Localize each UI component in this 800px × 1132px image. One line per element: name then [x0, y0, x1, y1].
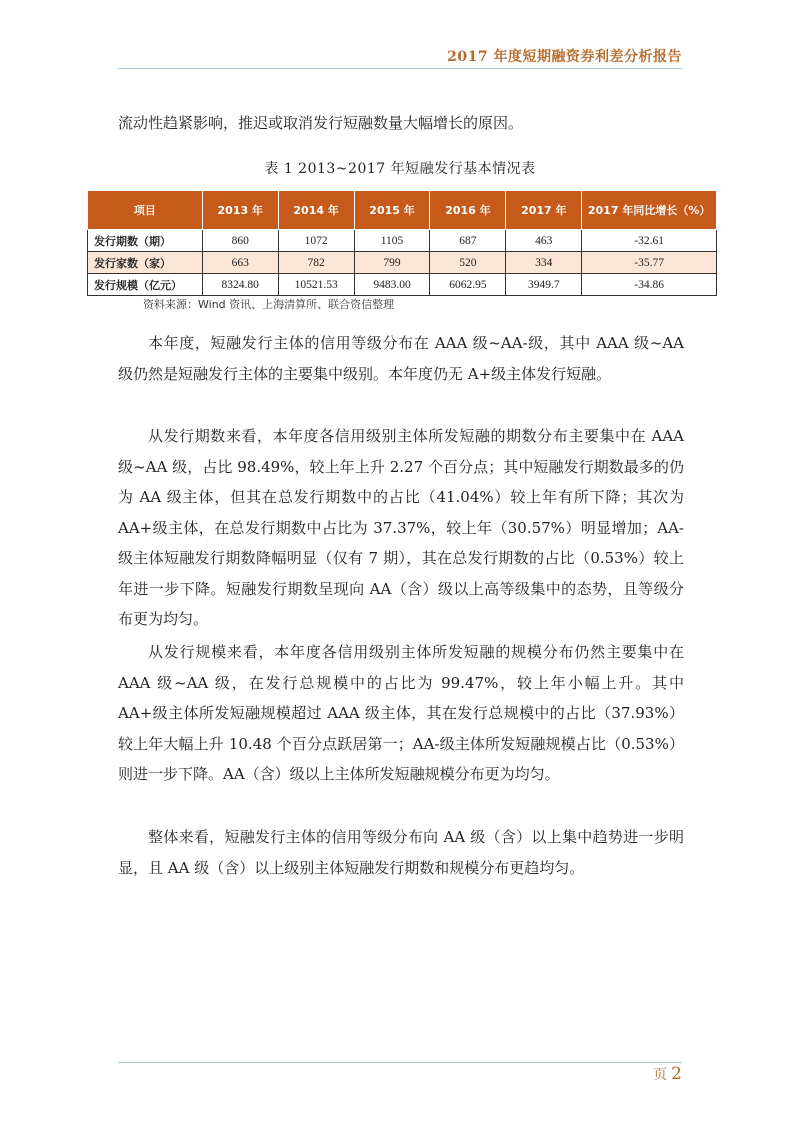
body-paragraph: 本年度，短融发行主体的信用等级分布在 AAA 级~AA-级，其中 AAA 级~AA 级仍然是短融发行主体的主要集中级别。本年度仍无 A+级主体发行短融。	[118, 334, 684, 383]
table-source-note: 资料来源：Wind 资讯、上海清算所、联合资信整理	[143, 298, 395, 311]
table-cell: 1105	[354, 230, 430, 252]
table-cell: 9483.00	[354, 274, 430, 296]
table-cell: 334	[506, 252, 582, 274]
footer-divider	[118, 1062, 682, 1063]
table-caption: 表 1 2013~2017 年短融发行基本情况表	[264, 161, 536, 177]
table-cell: 520	[430, 252, 506, 274]
row-label: 发行家数（家）	[88, 252, 203, 274]
table-cell: 3949.7	[506, 274, 582, 296]
page-label: 页	[653, 1067, 668, 1083]
table-cell: 860	[202, 230, 278, 252]
table-cell: 782	[278, 252, 354, 274]
column-header: 2015 年	[354, 191, 430, 230]
table-cell: 1072	[278, 230, 354, 252]
table-cell: 663	[202, 252, 278, 274]
column-header: 项目	[88, 191, 203, 230]
table-cell: 6062.95	[430, 274, 506, 296]
column-header: 2013 年	[202, 191, 278, 230]
document-header-title: 2017 年度短期融资券利差分析报告	[447, 49, 682, 65]
column-header: 2017 年	[506, 191, 582, 230]
body-paragraph: 从发行期数来看，本年度各信用级别主体所发短融的期数分布主要集中在 AAA 级~AA 级，占比 98.49%，较上年上升 2.27 个百分点；其中短融发行期数最多的仍为 AA 级主体，但其在总发行期数中的占比（41.04%）较上年有所下降；其次为 AA+级主体，在总发行期数中占比为 37.37%，较上年（30.57%）明显增加；AA-级主体短融发行期数降幅明显（仅有 7 期），其在总发行期数的占比（0.53%）较上年进一步下降。短融发行期数呈现向 AA（含）级以上高等级集中的态势，且等级分布更为均匀。	[118, 427, 684, 628]
column-header: 2016 年	[430, 191, 506, 230]
page-number	[653, 1064, 682, 1084]
row-label: 发行规模（亿元）	[88, 274, 203, 296]
intro-line: 流动性趋紧影响，推迟或取消发行短融数量大幅增长的原因。	[118, 114, 524, 132]
row-label: 发行期数（期）	[88, 230, 203, 252]
table-cell: 687	[430, 230, 506, 252]
table-row	[88, 252, 717, 274]
table-header-row	[88, 191, 717, 230]
table-row	[88, 230, 717, 252]
table-row	[88, 274, 717, 296]
page-number-value: 2	[671, 1064, 682, 1084]
column-header: 2014 年	[278, 191, 354, 230]
issuance-table	[87, 190, 717, 296]
table-cell: -32.61	[582, 230, 717, 252]
table-cell: 799	[354, 252, 430, 274]
column-header: 2017 年同比增长（%）	[582, 191, 717, 230]
table-cell: 463	[506, 230, 582, 252]
table-cell: 8324.80	[202, 274, 278, 296]
table-cell: 10521.53	[278, 274, 354, 296]
table-cell: -34.86	[582, 274, 717, 296]
header-divider	[118, 68, 682, 69]
body-paragraph: 从发行规模来看，本年度各信用级别主体所发短融的规模分布仍然主要集中在 AAA 级~AA 级，在发行总规模中的占比为 99.47%，较上年小幅上升。其中 AA+级主体所发短融规模超过 AAA 级主体，其在发行总规模中的占比（37.93%）较上年大幅上升 10.48 个百分点跃居第一；AA-级主体所发短融规模占比（0.53%）则进一步下降。AA（含）级以上主体所发短融规模分布更为均匀。	[118, 643, 684, 783]
body-paragraph: 整体来看，短融发行主体的信用等级分布向 AA 级（含）以上集中趋势进一步明显，且 AA 级（含）以上级别主体短融发行期数和规模分布更趋均匀。	[118, 828, 684, 877]
table-cell: -35.77	[582, 252, 717, 274]
